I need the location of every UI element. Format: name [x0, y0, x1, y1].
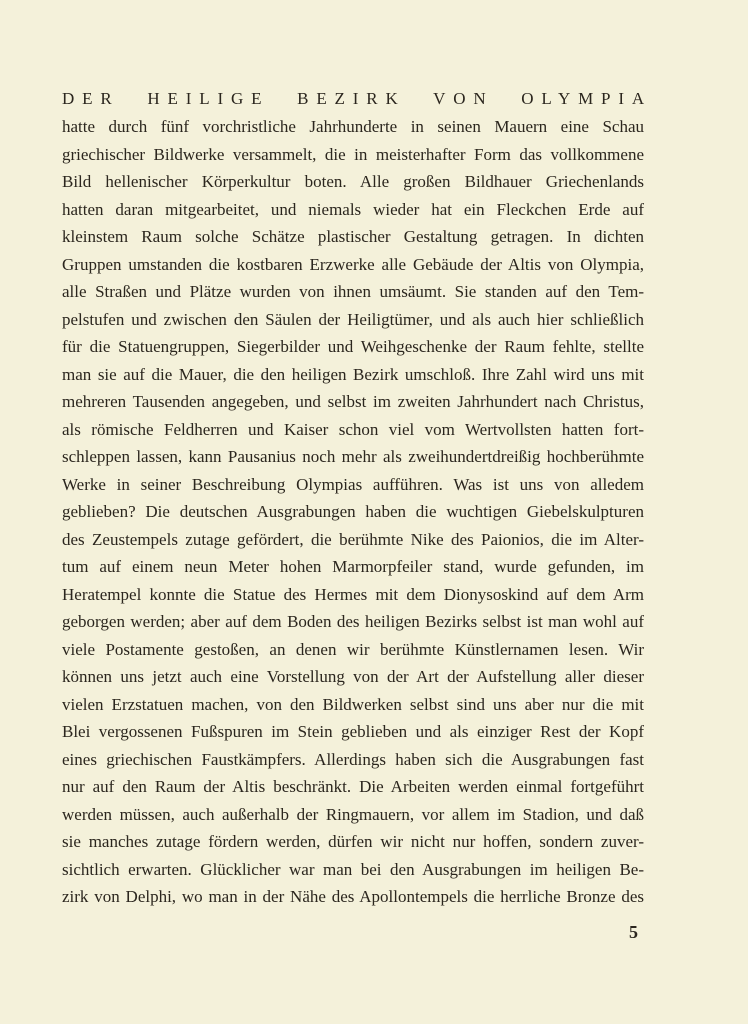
text-line: alle Straßen und Plätze wurden von ihnen umsäumt. Sie standen auf den Tem-: [62, 282, 644, 301]
text-line: vielen Erzstatuen machen, von den Bildwerken selbst sind uns aber nur die mit: [62, 694, 644, 714]
page-number: 5: [629, 922, 638, 942]
text-line: Heratempel konnte die Statue des Hermes mit dem Dionysoskind auf dem Arm: [62, 584, 644, 604]
text-line: geblieben? Die deutschen Ausgrabungen haben die wuchtigen Giebelskulpturen: [62, 502, 644, 521]
text-line: eines griechischen Faustkämpfers. Allerdings haben sich die Ausgrabungen fast: [62, 749, 644, 769]
text-line: tum auf einem neun Meter hohen Marmorpfeiler stand, wurde gefunden, im: [62, 557, 644, 576]
heading-text: DER HEILIGE BEZIRK VON OLYMPIA: [62, 89, 652, 108]
text-line: Gruppen umstanden die kostbaren Erzwerke alle Gebäude der Altis von Olympia,: [62, 254, 644, 274]
text-line: Bild hellenischer Körperkultur boten. Alle großen Bildhauer Griechenlands: [62, 172, 644, 191]
text-line: sichtlich erwarten. Glücklicher war man bei den Ausgrabungen im heiligen Be-: [62, 859, 644, 879]
text-line: mehreren Tausenden angegeben, und selbst im zweiten Jahrhundert nach Christus,: [62, 392, 644, 411]
text-line: man sie auf die Mauer, die den heiligen Bezirk umschloß. Ihre Zahl wird uns mit: [62, 364, 644, 384]
text-line: hatte durch fünf vorchristliche Jahrhunderte in seinen Mauern eine Schau: [62, 117, 644, 136]
text-line: viele Postamente gestoßen, an denen wir berühmte Künstlernamen lesen. Wir: [62, 639, 644, 659]
text-line: nur auf den Raum der Altis beschränkt. Die Arbeiten werden einmal fortgeführt: [62, 777, 644, 796]
text-line: als römische Feldherren und Kaiser schon viel vom Wertvollsten hatten fort-: [62, 419, 644, 439]
text-line: griechischer Bildwerke versammelt, die in meisterhafter Form das vollkommene: [62, 144, 644, 164]
text-line: Blei vergossenen Fußspuren im Stein geblieben und als einziger Rest der Kopf: [62, 722, 644, 741]
text-line: hatten daran mitgearbeitet, und niemals wieder hat ein Fleckchen Erde auf: [62, 199, 644, 219]
body-text: [62, 113, 644, 911]
text-line: sie manches zutage fördern werden, dürfen wir nicht nur hoffen, sondern zuver-: [62, 832, 644, 851]
text-line: geborgen werden; aber auf dem Boden des heiligen Bezirks selbst ist man wohl auf: [62, 612, 644, 631]
text-line: pelstufen und zwischen den Säulen der Heiligtümer, und als auch hier schließlich: [62, 309, 644, 329]
text-line: werden müssen, auch außerhalb der Ringmauern, vor allem im Stadion, und daß: [62, 804, 644, 824]
text-line: Werke in seiner Beschreibung Olympias aufführen. Was ist uns von alledem: [62, 474, 644, 494]
text-line: kleinstem Raum solche Schätze plastischer Gestaltung getragen. In dichten: [62, 227, 644, 246]
text-line: für die Statuengruppen, Siegerbilder und Weihgeschenke der Raum fehlte, stellte: [62, 337, 644, 356]
text-line: schleppen lassen, kann Pausanius noch mehr als zweihundertdreißig hochberühmte: [62, 447, 644, 466]
chapter-heading: [62, 86, 662, 112]
text-line: zirk von Delphi, wo man in der Nähe des Apollontempels die herrliche Bronze des: [62, 887, 644, 906]
text-line: des Zeustempels zutage gefördert, die berühmte Nike des Paionios, die im Alter-: [62, 529, 644, 549]
text-line: können uns jetzt auch eine Vorstellung von der Art der Aufstellung aller dieser: [62, 667, 644, 686]
